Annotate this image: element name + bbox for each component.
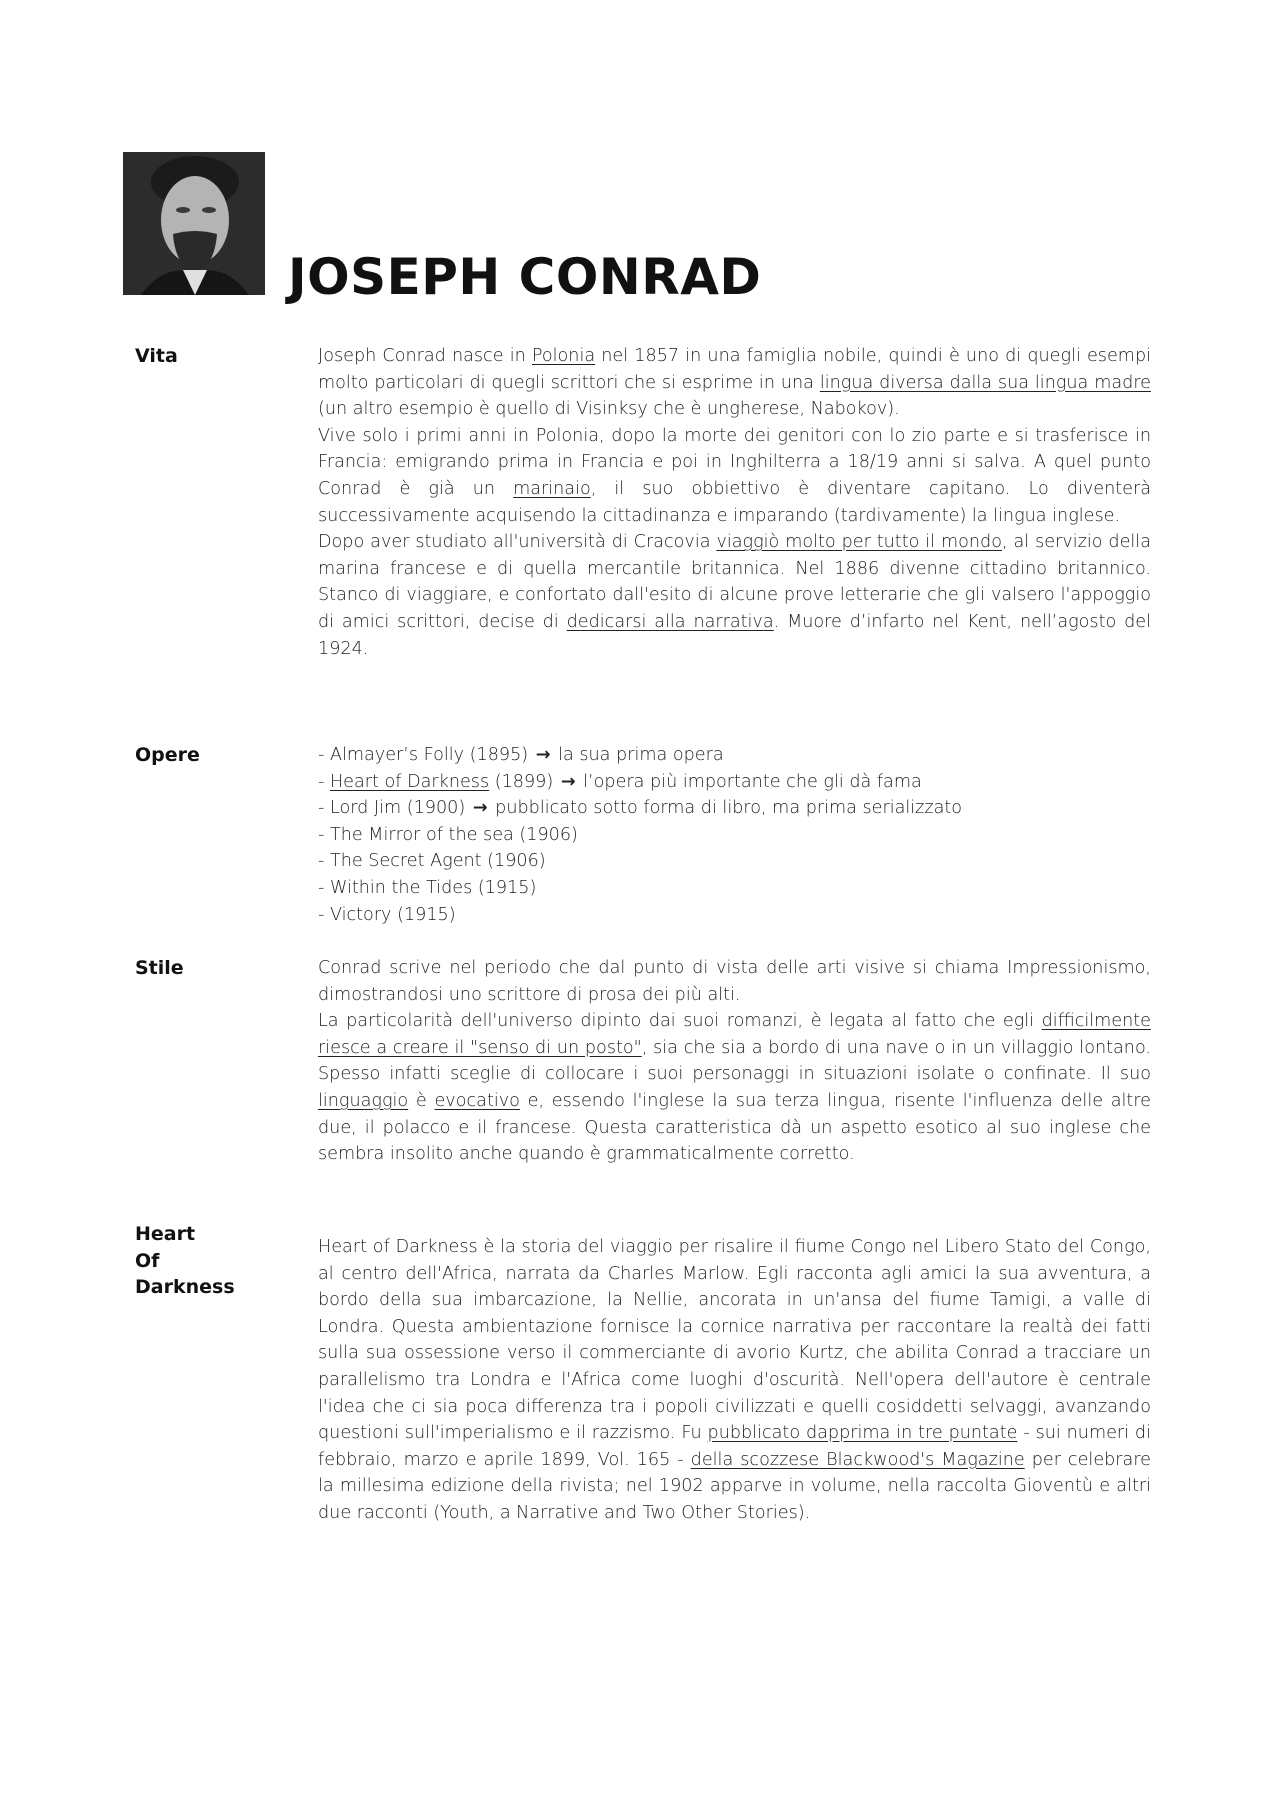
section-body-stile <box>318 955 1151 1168</box>
opere-item: - The Secret Agent (1906) <box>318 851 546 872</box>
page-title: JOSEPH CONRAD <box>288 248 762 306</box>
opera-year: (1900) <box>401 798 471 819</box>
opera-title: Lord Jim <box>329 798 402 819</box>
author-portrait <box>123 152 265 295</box>
opera-year: (1915) <box>391 904 456 925</box>
opera-title: The Secret Agent <box>329 851 482 872</box>
arrow-right-icon: → <box>535 745 551 765</box>
vita-paragraph-1: Joseph Conrad nasce in Polonia nel 1857 in una famiglia nobile, quindi è uno di quegli esempi molto particolari di quegli scrittori che si esprime in una lingua diversa dalla sua lingua madre (un altro esempio è quello di Visinksy che è ungherese, Nabokov). <box>318 346 1151 420</box>
opere-list <box>318 742 1151 928</box>
hod-paragraph-1: Heart of Darkness è la storia del viaggio per risalire il fiume Congo nel Libero Stato del Congo, al centro dell'Africa, narrata da Charles Marlow. Egli racconta agli amici la sua avventura, a bordo della sua imbarcazione, la Nellie, ancorata in un'ansa del fiume Tamigi, a valle di Londra. Questa ambientazione fornisce la cornice narrativa per raccontare la realtà dei fatti sulla sua ossessione verso il commerciante di avorio Kurtz, che abilita Conrad a tracciare un parallelismo tra Londra e l'Africa come luoghi d'oscurità. Nell'opera dell'autore è centrale l'idea che ci sia poca differenza tra i popoli civilizzati e quelli cosiddetti selvaggi, avanzando questioni sull'imperialismo e il razzismo. Fu pubblicato dapprima in tre puntate - sui numeri di febbraio, marzo e aprile 1899, Vol. 165 - della scozzese Blackwood's Magazine per celebrare la millesima edizione della rivista; nel 1902 apparve in volume, nella raccolta Gioventù e altri due racconti (Youth, a Narrative and Two Other Stories). <box>318 1237 1151 1523</box>
opere-item: - Victory (1915) <box>318 904 456 925</box>
opera-year: (1915) <box>472 877 537 898</box>
opere-item: - Lord Jim (1900) → pubblicato sotto forma di libro, ma prima serializzato <box>318 798 963 819</box>
opere-item: - Heart of Darkness (1899) → l’opera più importante che gli dà fama <box>318 771 922 792</box>
opera-note: la sua prima opera <box>552 745 724 765</box>
opere-item: - Almayer’s Folly (1895) → la sua prima opera <box>318 745 724 765</box>
opera-year: (1899) <box>489 771 559 792</box>
stile-paragraph-1: Conrad scrive nel periodo che dal punto di vista delle arti visive si chiama Impressionismo, dimostrandosi uno scrittore di prosa dei più alti. <box>318 958 1151 1005</box>
opera-title: Heart of Darkness <box>329 771 490 792</box>
opere-item: - The Mirror of the sea (1906) <box>318 824 578 845</box>
opera-year: (1906) <box>481 851 546 872</box>
opera-year: (1895) <box>464 745 534 765</box>
opera-title: The Mirror of the sea <box>329 824 514 845</box>
vita-paragraph-3: Dopo aver studiato all'università di Cracovia viaggiò molto per tutto il mondo, al servizio della marina francese e di quella mercantile britannica. Nel 1886 divenne cittadino britannico. Stanco di viaggiare, e confortato dall'esito di alcune prove letterarie che gli valsero l'appoggio di amici scrittori, decise di dedicarsi alla narrativa. Muore d’infarto nel Kent, nell’agosto del 1924. <box>318 532 1151 659</box>
opera-year: (1906) <box>513 824 578 845</box>
section-body-heart-of-darkness <box>318 1234 1151 1527</box>
section-label-opere: Opere <box>135 744 200 766</box>
section-body-vita <box>318 343 1151 662</box>
opere-item: - Within the Tides (1915) <box>318 877 537 898</box>
opera-note: pubblicato sotto forma di libro, ma prima serializzato <box>489 798 963 819</box>
section-label-vita: Vita <box>135 345 178 367</box>
arrow-right-icon: → <box>472 798 488 819</box>
opera-note: l’opera più importante che gli dà fama <box>577 771 922 792</box>
stile-paragraph-2: La particolarità dell'universo dipinto dai suoi romanzi, è legata al fatto che egli difficilmente riesce a creare il "senso di un posto", sia che sia a bordo di una nave o in un villaggio lontano. Spesso infatti sceglie di collocare i suoi personaggi in situazioni isolate o confinate. Il suo linguaggio è evocativo e, essendo l'inglese la sua terza lingua, risente l'influenza delle altre due, il polacco e il francese. Questa caratteristica dà un aspetto esotico al suo inglese che sembra insolito anche quando è grammaticalmente corretto. <box>318 1011 1152 1165</box>
arrow-right-icon: → <box>560 771 576 792</box>
opera-title: Within the Tides <box>329 877 473 898</box>
section-label-heart-of-darkness: Heart Of Darkness <box>135 1223 235 1299</box>
opera-title: Victory <box>329 904 392 925</box>
opera-title: Almayer’s Folly <box>329 745 465 765</box>
section-body-opere <box>318 742 1151 928</box>
section-label-stile: Stile <box>135 957 184 979</box>
vita-paragraph-2: Vive solo i primi anni in Polonia, dopo la morte dei genitori con lo zio parte e si trasferisce in Francia: emigrando prima in Francia e poi in Inghilterra a 18/19 anni si salva. A quel punto Conrad è già un marinaio, il suo obbiettivo è diventare capitano. Lo diventerà successivamente acquisendo la cittadinanza e imparando (tardivamente) la lingua inglese. <box>318 425 1151 526</box>
